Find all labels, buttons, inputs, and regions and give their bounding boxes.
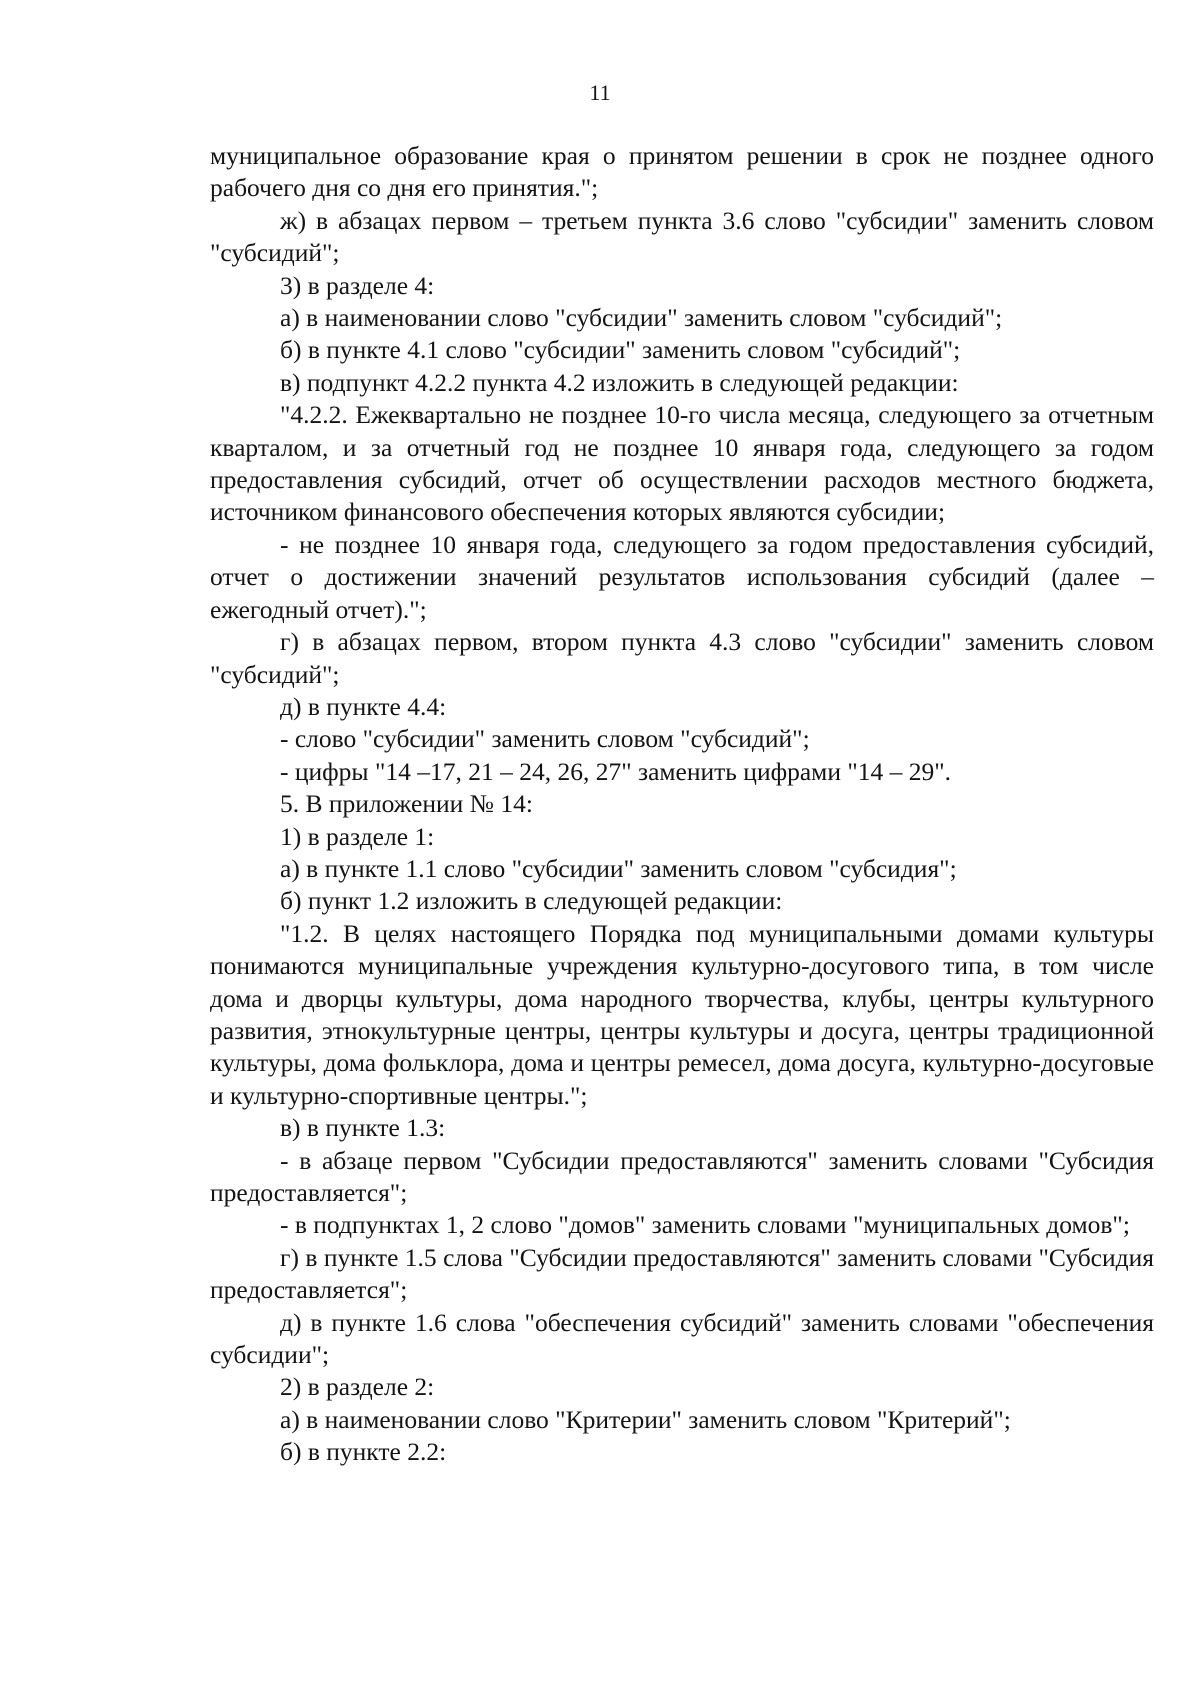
page-number: 11 [589,80,611,105]
paragraph: г) в пункте 1.5 слова "Субсидии предоставляются" заменить словами "Субсидия предоставляется"; [210,1242,1154,1305]
paragraph: а) в наименовании слово "субсидии" заменить словом "субсидий"; [280,303,1003,333]
paragraph: - слово "субсидии" заменить словом "субсидий"; [280,724,810,754]
paragraph: б) пункт 1.2 изложить в следующей редакции: [280,886,783,916]
paragraph: 5. В приложении № 14: [280,789,533,819]
paragraph: в) в пункте 1.3: [280,1113,446,1143]
paragraph: "1.2. В целях настоящего Порядка под муниципальными домами культуры понимаются муниципальные учреждения культурно-досугового типа, в том числе дома и дворцы культуры, дома народного творчества, клубы, центры культурного развития, этнокультурные центры, центры культуры и досуга, центры традиционной культуры, дома фольклора, дома и центры ремесел, дома досуга, культурно-досуговые и культурно-спортивные центры."; [210,918,1154,1110]
paragraph: - в абзаце первом "Субсидии предоставляются" заменить словами "Субсидия предоставляется"; [210,1145,1154,1207]
paragraph: 3) в разделе 4: [280,270,435,300]
paragraph: г) в абзацах первом, втором пункта 4.3 слово "субсидии" заменить словом "субсидий"; [210,627,1154,689]
paragraph: а) в наименовании слово "Критерии" заменить словом "Критерий"; [280,1404,1011,1434]
paragraph: 1) в разделе 1: [280,821,435,851]
paragraph: муниципальное образование края о принятом решении в срок не позднее одного рабочего дня со дня его принятия."; [210,141,1154,203]
paragraph: д) в пункте 4.4: [280,691,447,721]
paragraph: в) подпункт 4.2.2 пункта 4.2 изложить в следующей редакции: [280,367,959,397]
paragraph: - не позднее 10 января года, следующего за годом предоставления субсидий, отчет о достижении значений результатов использования субсидий (далее – ежегодный отчет)."; [210,529,1154,624]
document-body [210,140,1154,1469]
paragraph: д) в пункте 1.6 слова "обеспечения субсидий" заменить словами "обеспечения субсидии"; [210,1307,1154,1370]
paragraph: б) в пункте 4.1 слово "субсидии" заменить словом "субсидий"; [280,335,961,365]
paragraph: б) в пункте 2.2: [280,1437,447,1467]
paragraph: - в подпунктах 1, 2 слово "домов" заменить словами "муниципальных домов"; [280,1210,1130,1240]
paragraph: а) в пункте 1.1 слово "субсидии" заменить словом "субсидия"; [280,853,957,883]
paragraph: ж) в абзацах первом – третьем пункта 3.6 слово "субсидии" заменить словом "субсидий"; [210,205,1154,268]
paragraph: - цифры "14 –17, 21 – 24, 26, 27" заменить цифрами "14 – 29". [280,756,952,786]
paragraph: 2) в разделе 2: [280,1372,435,1402]
paragraph: "4.2.2. Ежеквартально не позднее 10-го числа месяца, следующего за отчетным кварталом, и за отчетный год не позднее 10 января года, следующего за годом предоставления субсидий, отчет об осуществлении расходов местного бюджета, источником финансового обеспечения которых являются субсидии; [210,400,1154,527]
